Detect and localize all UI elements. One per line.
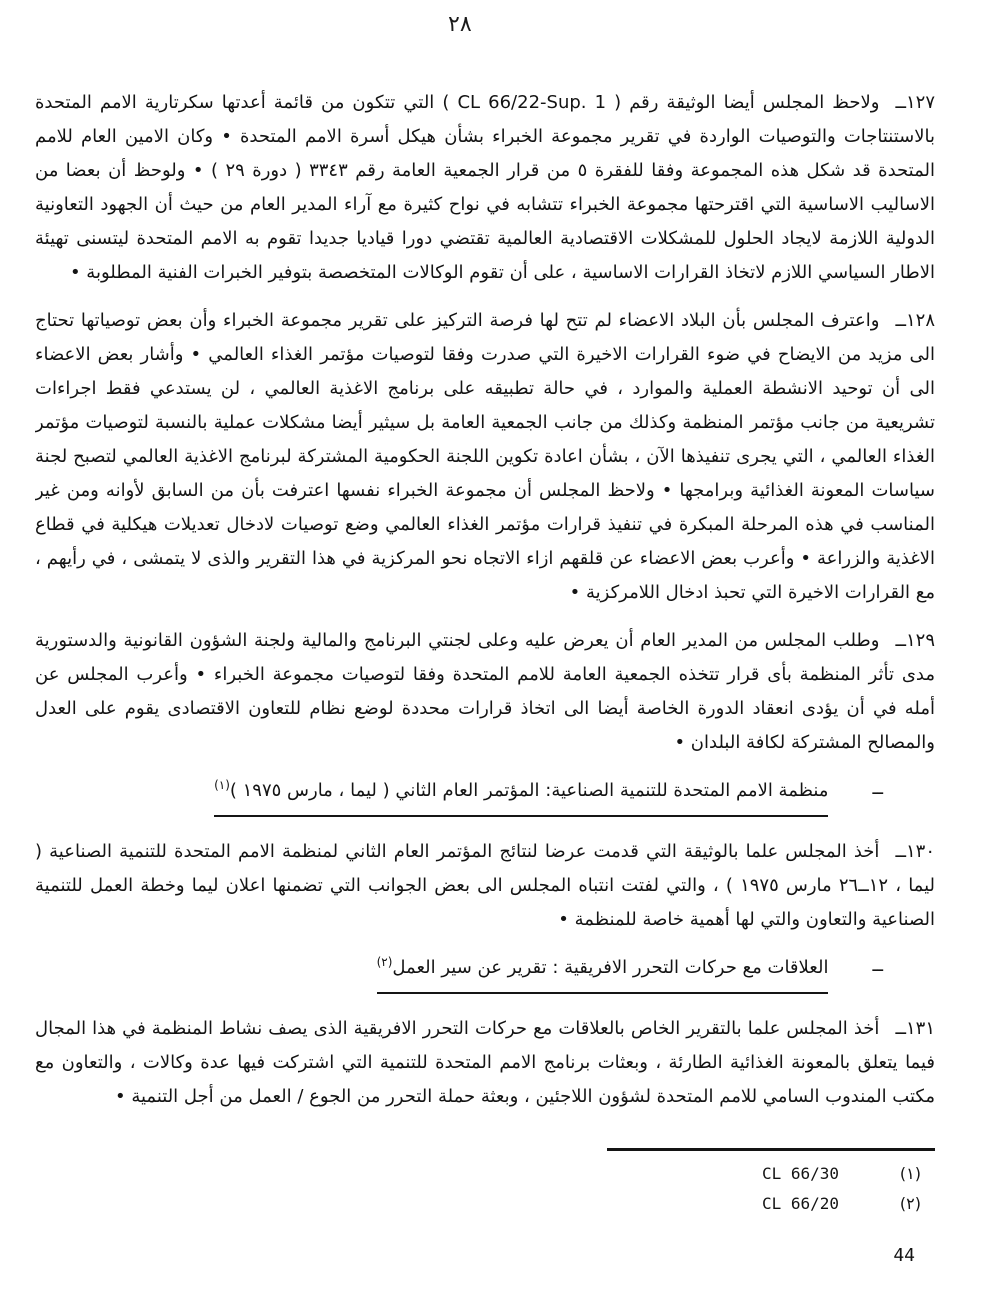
footnote-2-marker-sup: (٢) [376,955,393,969]
footnote-2 [35,1194,935,1213]
paragraph-127 [35,86,935,290]
footnote-1-marker-sup: (١) [214,778,230,792]
dash-icon: ــ [872,778,883,799]
section-heading-unido-title [214,774,828,817]
paragraph-130-number: ١٣٠ــ [895,841,935,862]
paragraph-130 [35,835,935,937]
document-body [35,86,935,1135]
paragraph-127-text: ولاحظ المجلس أيضا الوثيقة رقم ( ⁦CL 66/22-Sup. 1⁩ ) التي تتكون من قائمة أعدتها سكرتارية الامم المتحدة بالاستنتاجات والتوصيات الواردة في تقرير مجموعة الخبراء بشأن هيكل أسرة الامم المتحدة • وكان الامين العام للامم المتحدة قد شكل هذه المجموعة وفقا للفقرة ٥ من قرار الجمعية العامة رقم ٣٣٤٣ ( دورة ٢٩ ) • ولوحظ أن بعضا من الاساليب الاساسية التي اقترحتها مجموعة الخبراء تتشابه في نواح كثيرة مع آراء المدير العام من حيث أن الجهود التعاونية الدولية اللازمة لايجاد الحلول للمشكلات الاقتصادية العالمية تقتضي دورا قياديا جديدا تقوم به الامم المتحدة ليتسنى تهيئة الاطار السياسي اللازم لاتخاذ القرارات الاساسية ، على أن تقوم الوكالات المتخصصة بتوفير الخبرات الفنية المطلوبة • [35,92,935,283]
footnote-1-reference: CL 66/30 [761,1164,839,1183]
footnote-2-reference: CL 66/20 [761,1194,839,1213]
paragraph-128-text: واعترف المجلس بأن البلاد الاعضاء لم تتح لها فرصة التركيز على تقرير مجموعة الخبراء وأن بعض توصياتها تحتاج الى مزيد من الايضاح في ضوء القرارات الاخيرة التي صدرت وفقا لتوصيات مؤتمر الغذاء العالمي • وأشار بعض الاعضاء الى أن توحيد الانشطة العملية والموارد ، في حالة تطبيقه على برنامج الاغذية العالمي ، لن يستدعي فقط اجراءات تشريعية من جانب مؤتمر المنظمة وكذلك من جانب الجمعية العامة بل سيثير أيضا مشكلات عملية بالنسبة لتوصيات مؤتمر الغذاء العالمي ، التي يجرى تنفيذها الآن ، بشأن اعادة تكوين اللجنة الحكومية المشتركة لبرنامج الاغذية العالمي لتصبح لجنة سياسات المعونة الغذائية وبرامجها • ولاحظ المجلس أن مجموعة الخبراء نفسها اعترفت بأن من السابق لأوانه ومن غير المناسب في هذه المرحلة المبكرة في تنفيذ قرارات مؤتمر الغذاء العالمي وضع توصيات لادخال تعديلات هيكلية في قطاع الاغذية والزراعة • وأعرب بعض الاعضاء عن قلقهم ازاء الاتجاه نحو المركزية في هذا التقرير والذى لا يتمشى ، في رأيهم ، مع القرارات الاخيرة التي تحبذ ادخال اللامركزية • [35,310,935,603]
paragraph-128-number: ١٢٨ــ [895,310,935,331]
page-number-bottom: 44 [893,1245,915,1266]
paragraph-129-text: وطلب المجلس من المدير العام أن يعرض عليه وعلى لجنتي البرنامج والمالية ولجنة الشؤون القانونية والدستورية مدى تأثر المنظمة بأى قرار تتخذه الجمعية العامة للامم المتحدة وفقا لتوصيات مجموعة الخبراء • وأعرب المجلس عن أمله في أن يؤدى انعقاد الدورة الخاصة أيضا الى اتخاذ قرارات محددة لوضع نظام للتعاون الاقتصادى يقوم على العدل والمصالح المشتركة لكافة البلدان • [35,630,935,753]
footnote-2-marker: (٢) [899,1194,921,1213]
paragraph-129-number: ١٢٩ــ [895,630,935,651]
footnote-1-marker: (١) [899,1164,921,1183]
section-heading-unido-text: منظمة الامم المتحدة للتنمية الصناعية: المؤتمر العام الثاني ( ليما ، مارس ١٩٧٥ ) [229,780,829,801]
dash-icon: ــ [872,955,883,976]
footnote-rule [607,1148,935,1151]
paragraph-129 [35,624,935,760]
section-heading-liberation-movements-text: العلاقات مع حركات التحرر الافريقية : تقرير عن سير العمل [392,957,829,978]
footnote-1 [35,1164,935,1183]
paragraph-131 [35,1012,935,1114]
paragraph-131-number: ١٣١ــ [895,1018,935,1039]
paragraph-128 [35,304,935,610]
section-heading-unido [35,774,883,817]
section-heading-liberation-movements [35,951,883,994]
page-number-top: ٢٨ [448,12,472,37]
paragraph-130-text: أخذ المجلس علما بالوثيقة التي قدمت عرضا لنتائج المؤتمر العام الثاني لمنظمة الامم المتحدة للتنمية الصناعية ( ليما ، ١٢ــ٢٦ مارس ١٩٧٥ ) ، والتي لفتت انتباه المجلس الى بعض الجوانب التي تضمنها اعلان ليما وخطة العمل للتنمية الصناعية والتعاون والتي لها أهمية خاصة للمنظمة • [35,841,935,930]
paragraph-131-text: أخذ المجلس علما بالتقرير الخاص بالعلاقات مع حركات التحرر الافريقية الذى يصف نشاط المنظمة في هذا المجال فيما يتعلق بالمعونة الغذائية الطارئة ، وبعثات برنامج الامم المتحدة للتنمية التي اشتركت فيها عدة وكالات ، والتعاون مع مكتب المندوب السامي للامم المتحدة لشؤون اللاجئين ، وبعثة حملة التحرر من الجوع / العمل من أجل التنمية • [35,1018,935,1107]
footnotes [35,1148,935,1224]
section-heading-liberation-movements-title [377,951,829,994]
paragraph-127-number: ١٢٧ــ [895,92,935,113]
